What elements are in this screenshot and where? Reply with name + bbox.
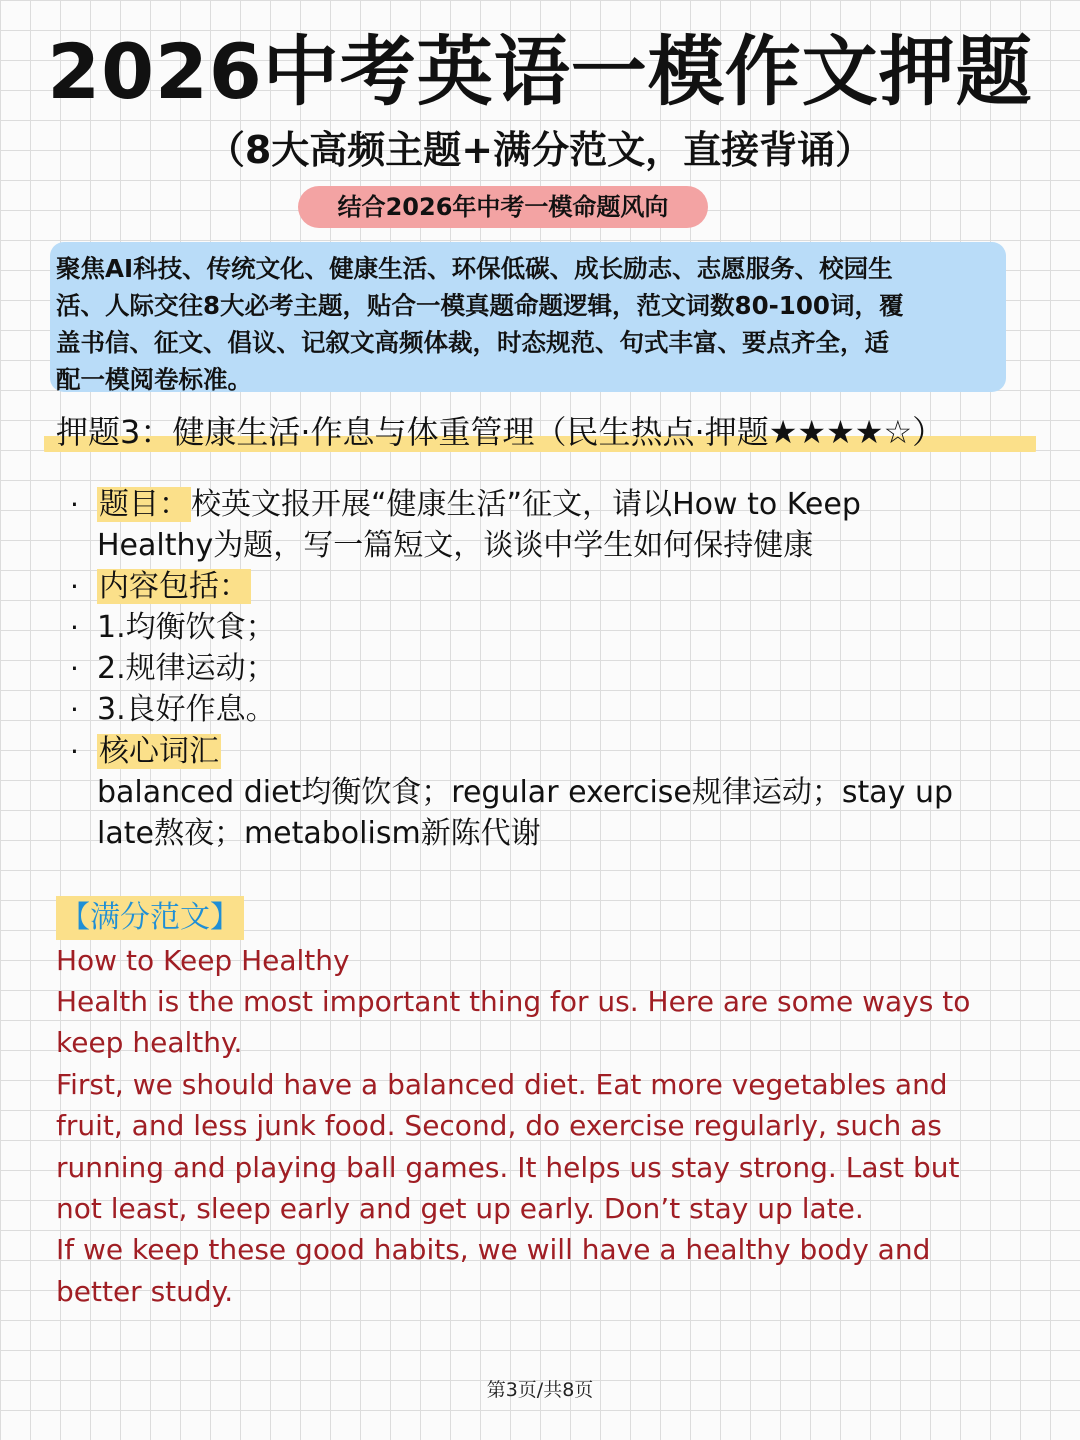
essay-title: How to Keep Healthy	[56, 944, 350, 977]
content-point: 3.良好作息。	[97, 692, 276, 727]
prompt-text: 校英文报开展“健康生活”征文，请以How to Keep	[191, 487, 861, 522]
intro-line: 配一模阅卷标准。	[56, 365, 252, 394]
intro-line: 聚焦AI科技、传统文化、健康生活、环保低碳、成长励志、志愿服务、校园生	[56, 254, 893, 283]
topic-heading-text: 押题3：健康生活·作息与体重管理（民生热点·押题★★★★☆）	[56, 413, 945, 451]
intro-box	[50, 242, 1006, 392]
essay-line: better study.	[56, 1275, 234, 1308]
prompt-line-continued: Healthy为题，写一篇短文，谈谈中学生如何保持健康	[97, 528, 814, 563]
bullet-icon: ·	[70, 611, 79, 644]
intro-line: 盖书信、征文、倡议、记叙文高频体裁，时态规范、句式丰富、要点齐全，适	[56, 328, 889, 357]
bullet-icon: ·	[70, 488, 79, 521]
page-title: 2026中考英语一模作文押题	[47, 27, 1033, 116]
page-number: 第3页/共8页	[486, 1379, 594, 1401]
essay-line: keep healthy.	[56, 1026, 243, 1059]
vocab-line: late熬夜；metabolism新陈代谢	[97, 816, 541, 851]
essay-label: 【满分范文】	[56, 896, 244, 940]
content-point: 1.均衡饮食；	[97, 610, 276, 645]
intro-line: 活、人际交往8大必考主题，贴合一模真题命题逻辑，范文词数80-100词，覆	[56, 291, 904, 320]
essay-line: Health is the most important thing for us. Here are some ways to	[56, 985, 971, 1018]
content-point: 2.规律运动；	[97, 651, 276, 686]
essay-line: fruit, and less junk food. Second, do exercise regularly, such as	[56, 1109, 942, 1142]
essay-line: not least, sleep early and get up early. Don’t stay up late.	[56, 1192, 864, 1225]
bullet-icon: ·	[70, 735, 79, 768]
prompt-label: 题目：	[99, 487, 189, 522]
vocab-label-line	[97, 731, 221, 772]
bullet-icon: ·	[70, 570, 79, 603]
bullet-icon: ·	[70, 693, 79, 726]
tagline-badge: 结合2026年中考一模命题风向	[298, 186, 708, 228]
vocab-label: 核心词汇	[99, 734, 219, 769]
bullet-icon: ·	[70, 652, 79, 685]
topic-heading	[44, 408, 1036, 456]
essay-line: If we keep these good habits, we will have a healthy body and	[56, 1233, 931, 1266]
content-label: 内容包括：	[99, 569, 249, 604]
page-subtitle: （8大高频主题+满分范文，直接背诵）	[206, 128, 874, 172]
vocab-line: balanced diet均衡饮食；regular exercise规律运动；stay up	[97, 775, 953, 810]
essay-line: running and playing ball games. It helps us stay strong. Last but	[56, 1151, 960, 1184]
content-label-line	[97, 566, 251, 607]
essay-line: First, we should have a balanced diet. Eat more vegetables and	[56, 1068, 948, 1101]
prompt-line	[97, 484, 861, 525]
